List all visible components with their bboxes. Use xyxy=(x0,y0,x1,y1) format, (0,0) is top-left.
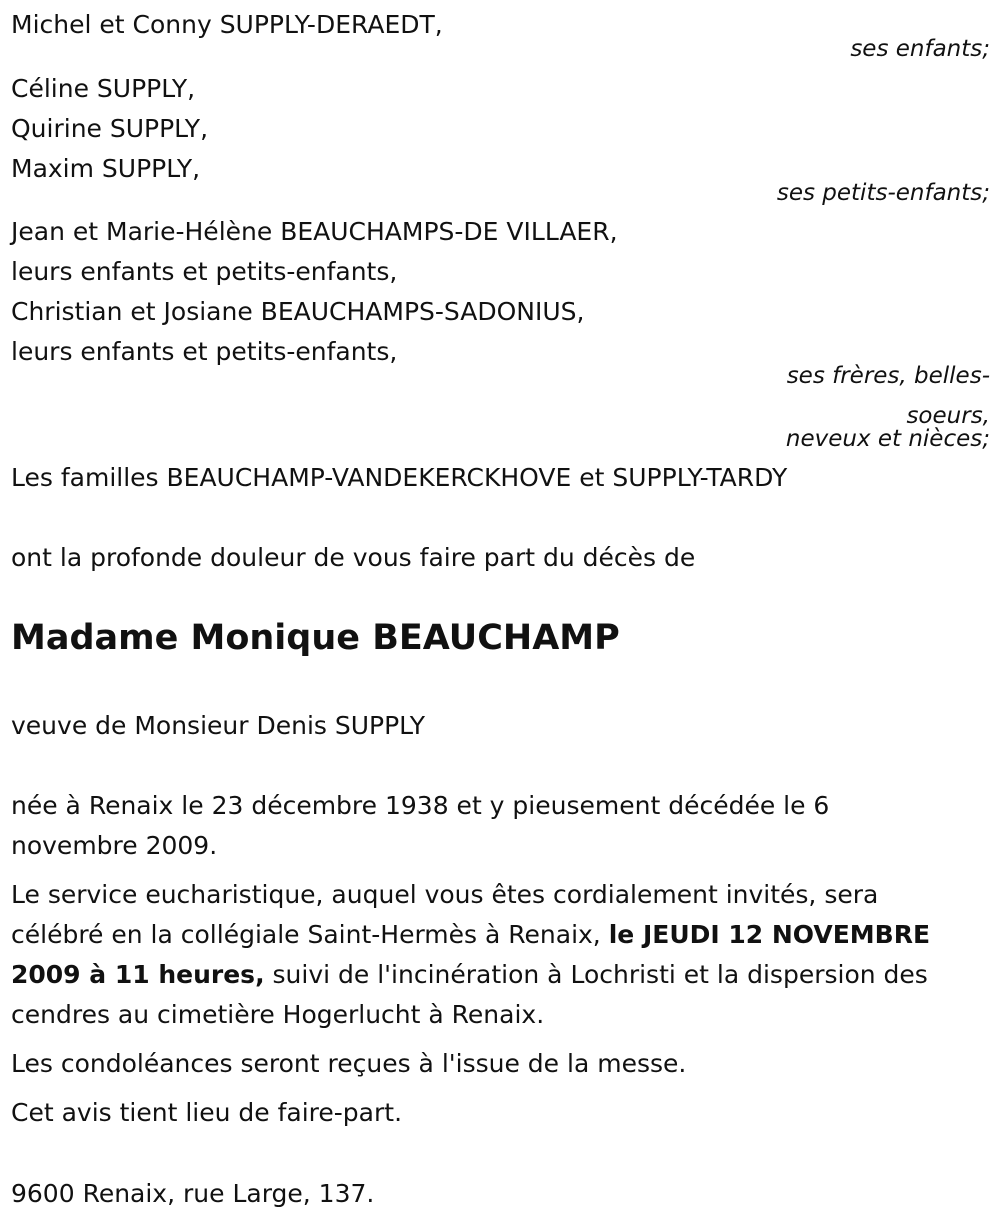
notice-text: Cet avis tient lieu de faire-part. xyxy=(11,1098,403,1127)
siblings-role: neveux et nièces; xyxy=(785,426,990,452)
grandchild-line: Céline SUPPLY, xyxy=(11,74,196,103)
service-text: célébré en la collégiale Saint-Hermès à Renaix, xyxy=(11,920,609,949)
address-text: 9600 Renaix, rue Large, 137. xyxy=(11,1179,375,1208)
grandchild-line: Quirine SUPPLY, xyxy=(11,114,209,143)
service-line: cendres au cimetière Hogerlucht à Renaix. xyxy=(11,1000,545,1029)
siblings-role: soeurs, xyxy=(906,403,990,429)
sibling-line: leurs enfants et petits-enfants, xyxy=(11,257,398,286)
grandchild-line: Maxim SUPPLY, xyxy=(11,154,201,183)
birth-death-line: novembre 2009. xyxy=(11,831,218,860)
families-line: Les familles BEAUCHAMP-VANDEKERCKHOVE et SUPPLY-TARDY xyxy=(11,463,788,492)
service-line xyxy=(11,920,930,950)
sibling-line: Christian et Josiane BEAUCHAMPS-SADONIUS, xyxy=(11,297,585,326)
siblings-role: ses frères, belles- xyxy=(786,363,990,389)
service-line xyxy=(11,960,928,990)
children-role: ses enfants; xyxy=(850,36,990,62)
service-line: Le service eucharistique, auquel vous êtes cordialement invités, sera xyxy=(11,880,879,909)
announcement-text: ont la profonde douleur de vous faire part du décès de xyxy=(11,543,696,572)
sibling-line: Jean et Marie-Hélène BEAUCHAMPS-DE VILLAER, xyxy=(11,217,618,246)
service-text: suivi de l'incinération à Lochristi et la dispersion des xyxy=(264,960,928,989)
birth-death-line: née à Renaix le 23 décembre 1938 et y pieusement décédée le 6 xyxy=(11,791,830,820)
deceased-name: Madame Monique BEAUCHAMP xyxy=(11,618,620,658)
service-time: 2009 à 11 heures, xyxy=(11,960,265,989)
widow-of-text: veuve de Monsieur Denis SUPPLY xyxy=(11,711,426,740)
condolences-text: Les condoléances seront reçues à l'issue de la messe. xyxy=(11,1049,687,1078)
grandchildren-role: ses petits-enfants; xyxy=(776,180,990,206)
children-line: Michel et Conny SUPPLY-DERAEDT, xyxy=(11,10,443,39)
sibling-line: leurs enfants et petits-enfants, xyxy=(11,337,398,366)
service-date: le JEUDI 12 NOVEMBRE xyxy=(608,920,931,949)
